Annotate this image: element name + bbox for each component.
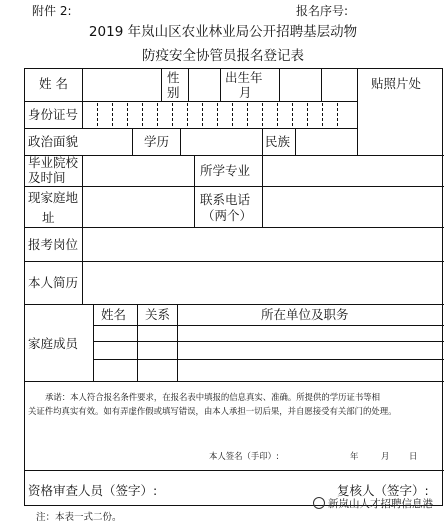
family-col-relation: 关系 — [145, 307, 171, 322]
phone-label-2: （两个） — [202, 208, 253, 223]
phone-label-1: 联系电话 — [200, 192, 251, 207]
footnote: 注：本表一式二份。 — [36, 512, 122, 523]
attachment-label: 附件 2: — [32, 4, 72, 18]
family-col-workplace: 所在单位及职务 — [261, 307, 349, 322]
address-label-2: 址 — [42, 210, 55, 225]
resume-label: 本人简历 — [28, 275, 79, 290]
ethnicity-label: 民族 — [265, 134, 291, 149]
family-col-name: 姓名 — [101, 307, 127, 322]
birth-label-1: 出生年 — [225, 70, 263, 85]
address-label-1: 现家庭地 — [28, 190, 79, 205]
school-label-1: 毕业院校 — [28, 155, 79, 170]
birth-label-2: 月 — [239, 85, 252, 100]
page-title: 2019 年岚山区农业林业局公开招聘基层动物 — [88, 24, 358, 40]
rechecker-signature-label: 复核人（签字）: — [337, 483, 429, 498]
position-label: 报考岗位 — [28, 237, 79, 252]
reviewer-signature-label: 资格审查人员（签字）: — [28, 483, 158, 498]
photo-placeholder: 贴照片处 — [371, 76, 422, 91]
family-label: 家庭成员 — [28, 336, 79, 351]
page-subtitle: 防疫安全协管员报名登记表 — [142, 48, 304, 64]
month-label: 月 — [381, 451, 390, 461]
wechat-logo-icon — [313, 497, 325, 509]
id-number-label: 身份证号 — [28, 107, 79, 122]
signature-label: 本人签名（手印）: — [209, 451, 279, 461]
gender-label-2: 别 — [167, 85, 180, 100]
major-label: 所学专业 — [200, 163, 251, 178]
name-label: 姓 名 — [39, 76, 68, 91]
watermark-text: 新岚山人才招聘信息港 — [328, 498, 433, 510]
pledge-line-1: 承诺：本人符合报名条件要求，在报名表中填报的信息真实、准确。所提供的学历证书等相 — [45, 392, 380, 402]
serial-number-label: 报名序号: — [296, 4, 349, 18]
school-label-2: 及时间 — [28, 170, 66, 185]
gender-label-1: 性 — [167, 70, 180, 85]
political-label: 政治面貌 — [28, 134, 79, 149]
day-label: 日 — [409, 451, 418, 461]
education-label: 学历 — [144, 134, 170, 149]
year-label: 年 — [350, 451, 359, 461]
registration-form — [24, 68, 443, 506]
pledge-line-2: 关证件均真实有效。如有弄虚作假或填写错误，由本人承担一切后果，并自愿接受有关部门的处理。 — [28, 406, 397, 416]
